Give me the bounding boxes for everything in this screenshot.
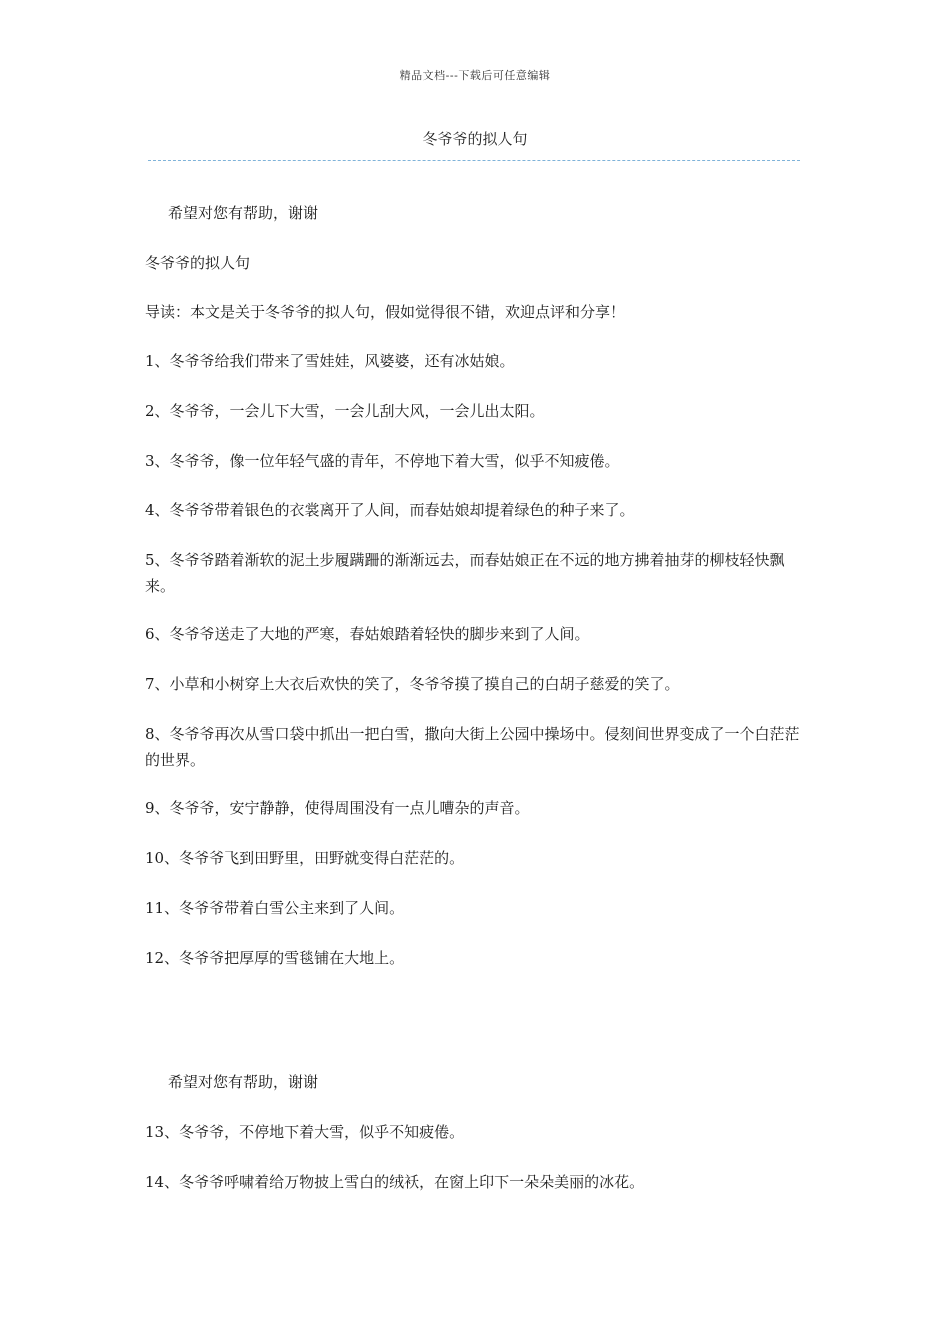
list-item: 8、冬爷爷再次从雪口袋中抓出一把白雪，撒向大街上公园中操场中。侵刻间世界变成了一个白茫茫的世界。 — [145, 725, 800, 769]
intro-paragraph: 导读：本文是关于冬爷爷的拟人句，假如觉得很不错，欢迎点评和分享！ — [145, 303, 626, 321]
page-title: 冬爷爷的拟人句 — [422, 130, 528, 148]
list-item: 9、冬爷爷，安宁静静，使得周围没有一点儿嘈杂的声音。 — [145, 799, 530, 817]
title-divider — [148, 160, 800, 161]
list-item: 4、冬爷爷带着银色的衣裳离开了人间，而春姑娘却提着绿色的种子来了。 — [145, 501, 635, 519]
list-item: 10、冬爷爷飞到田野里，田野就变得白茫茫的。 — [145, 849, 465, 867]
list-item: 1、冬爷爷给我们带来了雪娃娃，风婆婆，还有冰姑娘。 — [145, 352, 515, 370]
list-item: 6、冬爷爷送走了大地的严寒，春姑娘踏着轻快的脚步来到了人间。 — [145, 625, 590, 643]
list-item: 2、冬爷爷，一会儿下大雪，一会儿刮大风，一会儿出太阳。 — [145, 402, 545, 420]
thanks-note: 希望对您有帮助，谢谢 — [168, 204, 319, 222]
list-item: 14、冬爷爷呼啸着给万物披上雪白的绒袄，在窗上印下一朵朵美丽的冰花。 — [145, 1173, 645, 1191]
header-note: 精品文档---下载后可任意编辑 — [399, 69, 551, 82]
list-item: 12、冬爷爷把厚厚的雪毯铺在大地上。 — [145, 949, 405, 967]
list-item: 11、冬爷爷带着白雪公主来到了人间。 — [145, 899, 405, 917]
list-item: 13、冬爷爷，不停地下着大雪，似乎不知疲倦。 — [145, 1123, 465, 1141]
list-item: 7、小草和小树穿上大衣后欢快的笑了，冬爷爷摸了摸自己的白胡子慈爱的笑了。 — [145, 675, 680, 693]
list-item: 3、冬爷爷，像一位年轻气盛的青年，不停地下着大雪，似乎不知疲倦。 — [145, 452, 620, 470]
subtitle: 冬爷爷的拟人句 — [145, 254, 251, 272]
list-item: 5、冬爷爷踏着渐软的泥土步履蹒跚的渐渐远去，而春姑娘正在不远的地方拂着抽芽的柳枝轻快飘来。 — [145, 551, 785, 595]
thanks-note: 希望对您有帮助，谢谢 — [168, 1073, 319, 1091]
